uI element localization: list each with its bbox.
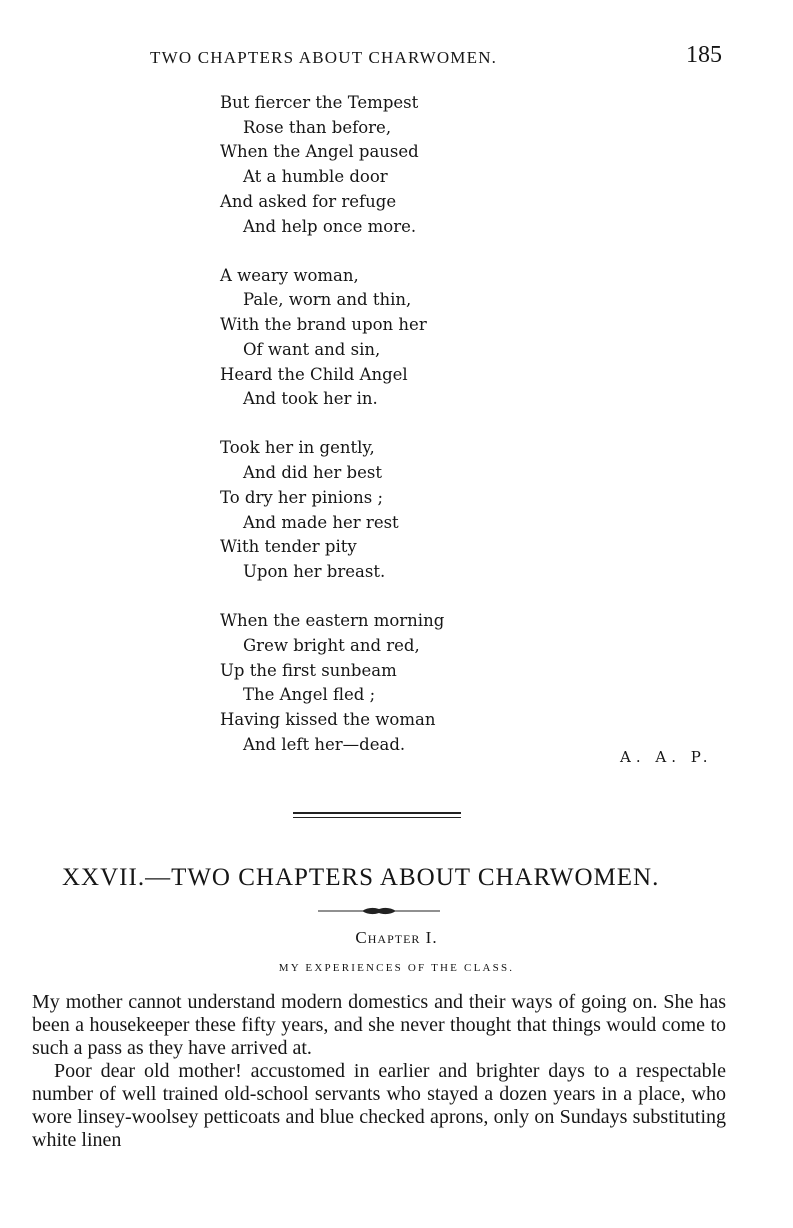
poem-line: And did her best: [243, 463, 382, 483]
page-number: 185: [686, 42, 722, 68]
poem-stanza: [220, 91, 444, 239]
poem-line: When the Angel paused: [220, 142, 419, 162]
poem-line: The Angel fled ;: [243, 685, 376, 705]
poem-line: And made her rest: [243, 512, 399, 532]
poem-line: With tender pity: [220, 537, 357, 557]
poem-line: A weary woman,: [220, 265, 359, 285]
poem-line: Took her in gently,: [220, 438, 375, 458]
poem-line: And took her in.: [243, 389, 378, 409]
poem-line: Heard the Child Angel: [220, 364, 408, 384]
chapter-subtitle: MY EXPERIENCES OF THE CLASS.: [278, 962, 515, 974]
poem-line: But fiercer the Tempest: [220, 93, 419, 112]
paragraph: My mother cannot understand modern domestics and their ways of going on. She has been a housekeeper these fifty years, and she never thought that things would come to such a pass as they have arrived at.: [32, 991, 726, 1059]
poem-signature: A. A. P.: [620, 748, 713, 766]
poem-line: And help once more.: [243, 216, 417, 236]
poem-line: And left her—dead.: [243, 734, 406, 754]
poem: [220, 91, 444, 757]
poem-stanza: [220, 609, 444, 757]
poem-line: When the eastern morning: [220, 611, 445, 631]
poem-line: Having kissed the woman: [220, 709, 436, 729]
poem-line: To dry her pinions ;: [220, 487, 384, 507]
poem-line: Pale, worn and thin,: [243, 290, 412, 310]
chapter-label-text: Chapter I.: [355, 928, 438, 947]
poem-line: With the brand upon her: [220, 315, 427, 335]
poem-line: Up the first sunbeam: [220, 660, 397, 680]
section-divider-rule: [293, 812, 461, 814]
article-heading: XXVII.—TWO CHAPTERS ABOUT CHARWOMEN.: [62, 864, 660, 891]
poem-line: At a humble door: [243, 167, 388, 187]
poem-line: Grew bright and red,: [243, 635, 420, 655]
poem-line: Of want and sin,: [243, 339, 381, 359]
poem-line: Upon her breast.: [243, 561, 386, 581]
poem-stanza: [220, 264, 444, 412]
poem-line: And asked for refuge: [220, 191, 397, 211]
chapter-label: [0, 928, 793, 948]
paragraph: Poor dear old mother! accustomed in earlier and brighter days to a respectable number of well trained old-school servants who stayed a dozen years in a place, who wore linsey-woolsey petticoats and blue checked aprons, only on Sundays substituting white linen: [32, 1060, 726, 1151]
section-divider-rule: [293, 817, 461, 818]
running-head: TWO CHAPTERS ABOUT CHARWOMEN.: [150, 48, 498, 67]
poem-stanza: [220, 436, 444, 584]
ornament-divider: [318, 905, 440, 917]
poem-line: Rose than before,: [243, 117, 392, 137]
article-body: [32, 991, 726, 1152]
